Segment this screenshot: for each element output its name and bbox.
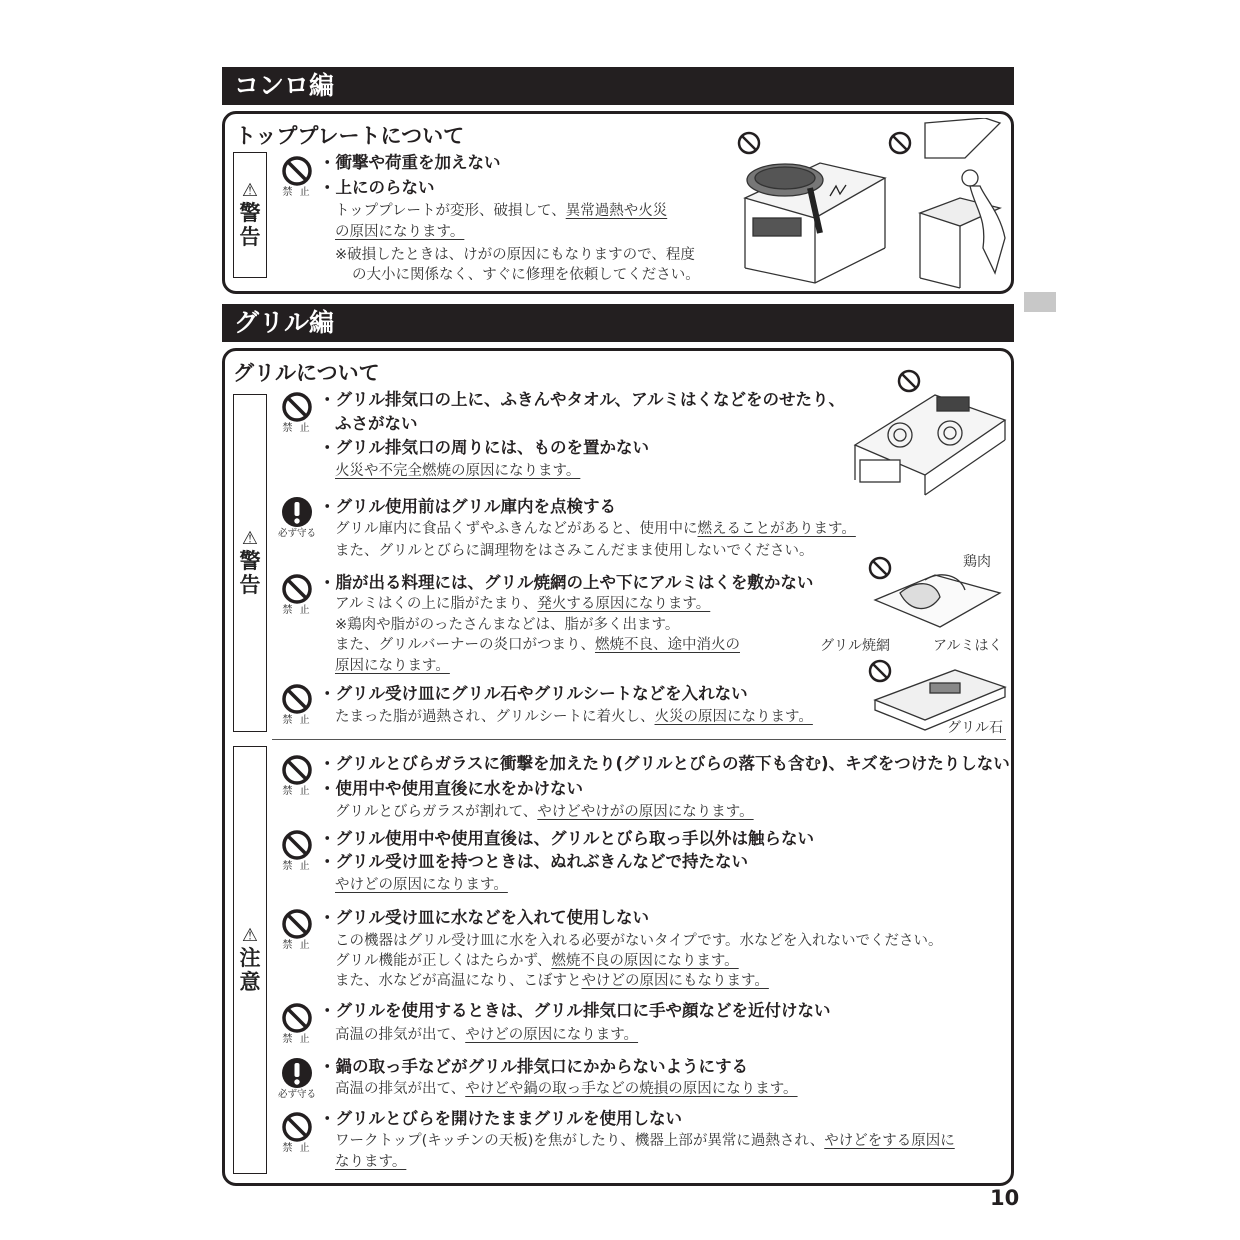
grill-caution-3-desc-3: また、水などが高温になり、こぼすとやけどの原因にもなります。 xyxy=(335,973,769,989)
chapter-tab-marker xyxy=(1024,292,1056,312)
prohibition-icon: 禁 止 xyxy=(275,1002,319,1046)
grill-caution-1-line-2: ・使用中や使用直後に水をかけない xyxy=(319,779,583,798)
grill-caution-6-desc-2: なります。 xyxy=(335,1154,407,1170)
section-divider xyxy=(272,739,1006,740)
page-number: 10 xyxy=(990,1186,1020,1210)
konro-note-1: ※破損したときは、けがの原因にもなりますので、程度 xyxy=(335,247,695,263)
grill-warning-3-desc-2: ※鶏肉や脂がのったさんまなどは、脂が多く出ます。 xyxy=(335,617,680,633)
prohibition-icon: 禁 止 xyxy=(275,391,319,435)
prohibition-icon: 禁 止 xyxy=(275,683,319,727)
konro-desc-1: トッププレートが変形、破損して、異常過熱や火災 xyxy=(335,203,668,219)
grill-warning-1-line-2: ふさがない xyxy=(335,414,418,433)
grill-warning-3-desc-1: アルミはくの上に脂がたまり、発火する原因になります。 xyxy=(335,596,711,612)
grill-caution-6-line-1: ・グリルとびらを開けたままグリルを使用しない xyxy=(319,1109,682,1128)
grill-illustrations xyxy=(845,365,1010,735)
caption-foil: アルミはく xyxy=(933,638,1003,654)
grill-warning-2-desc-2: また、グリルとびらに調理物をはさみこんだまま使用しないでください。 xyxy=(335,543,814,559)
grill-box-title: グリルについて xyxy=(233,361,380,385)
konro-warning-side-label: ⚠ 警 告 xyxy=(233,152,267,278)
grill-section-header: グリル編 xyxy=(222,304,1014,342)
konro-section-header: コンロ編 xyxy=(222,67,1014,105)
mandatory-action-icon: 必ず守る xyxy=(275,496,319,540)
grill-caution-4-line-1: ・グリルを使用するときは、グリル排気口に手や顔などを近付けない xyxy=(319,1001,831,1020)
grill-warning-3-line-1: ・脂が出る料理には、グリル焼網の上や下にアルミはくを敷かない xyxy=(319,573,814,592)
grill-caution-1-desc: グリルとびらガラスが割れて、やけどやけがの原因になります。 xyxy=(335,804,754,820)
grill-warning-2-desc-1: グリル庫内に食品くずやふきんなどがあると、使用中に燃えることがあります。 xyxy=(335,521,856,537)
grill-warning-1-line-3: ・グリル排気口の周りには、ものを置かない xyxy=(319,438,649,457)
prohibition-icon: 禁 止 xyxy=(275,754,319,798)
grill-caution-side-label: ⚠ 注 意 xyxy=(233,746,267,1174)
prohibition-icon: 禁 止 xyxy=(275,908,319,952)
grill-caution-3-desc-2: グリル機能が正しくはたらかず、燃焼不良の原因になります。 xyxy=(335,953,739,969)
konro-rule-1: ・衝撃や荷重を加えない xyxy=(319,153,501,172)
grill-warning-1-line-1: ・グリル排気口の上に、ふきんやタオル、アルミはくなどをのせたり、 xyxy=(319,390,846,409)
prohibition-icon: 禁 止 xyxy=(275,829,319,873)
grill-caution-2-line-2: ・グリル受け皿を持つときは、ぬれぶきんなどで持たない xyxy=(319,852,748,871)
konro-desc-2: の原因になります。 xyxy=(335,224,465,240)
grill-caution-4-desc: 高温の排気が出て、やけどの原因になります。 xyxy=(335,1027,639,1043)
konro-box-title: トッププレートについて xyxy=(235,124,465,148)
grill-warning-3-desc-3: また、グリルバーナーの炎口がつまり、燃焼不良、途中消火の xyxy=(335,637,740,653)
grill-warning-4-desc-1: たまった脂が過熱され、グリルシートに着火し、火災の原因になります。 xyxy=(335,709,813,725)
grill-caution-5-line-1: ・鍋の取っ手などがグリル排気口にかからないようにする xyxy=(319,1057,748,1076)
konro-rule-2: ・上にのらない xyxy=(319,178,435,197)
grill-caution-3-desc-1: この機器はグリル受け皿に水を入れる必要がないタイプです。水などを入れないでください。 xyxy=(335,933,943,949)
grill-caution-2-desc: やけどの原因になります。 xyxy=(335,877,508,893)
warning-triangle-icon: ⚠ xyxy=(241,180,259,201)
prohibition-icon: 禁 止 xyxy=(275,155,319,199)
grill-caution-3-line-1: ・グリル受け皿に水などを入れて使用しない xyxy=(319,908,649,927)
grill-caution-1-line-1: ・グリルとびらガラスに衝撃を加えたり(グリルとびらの落下も含む)、キズをつけたりしない xyxy=(319,754,1010,773)
prohibition-icon: 禁 止 xyxy=(275,573,319,617)
grill-warning-4-line-1: ・グリル受け皿にグリル石やグリルシートなどを入れない xyxy=(319,684,748,703)
caption-grill-stone: グリル石 xyxy=(947,720,1003,736)
grill-warning-1-reason: 火災や不完全燃焼の原因になります。 xyxy=(335,463,581,479)
grill-caution-5-desc: 高温の排気が出て、やけどや鍋の取っ手などの焼損の原因になります。 xyxy=(335,1081,798,1097)
grill-warning-side-label: ⚠ 警 告 xyxy=(233,394,267,732)
prohibition-icon: 禁 止 xyxy=(275,1111,319,1155)
caption-chicken: 鶏肉 xyxy=(963,554,991,570)
warning-triangle-icon: ⚠ xyxy=(241,925,259,946)
grill-caution-2-line-1: ・グリル使用中や使用直後は、グリルとびら取っ手以外は触らない xyxy=(319,829,814,848)
warning-triangle-icon: ⚠ xyxy=(241,528,259,549)
caption-grill-net: グリル焼網 xyxy=(820,638,890,654)
prohibition-icon xyxy=(739,133,910,153)
stove-misuse-illustration xyxy=(725,118,1010,290)
grill-caution-6-desc-1: ワークトップ(キッチンの天板)を焦がしたり、機器上部が異常に過熱され、やけどをする原因に xyxy=(335,1133,955,1149)
grill-warning-3-desc-4: 原因になります。 xyxy=(335,658,450,674)
konro-note-2: の大小に関係なく、すぐに修理を依頼してください。 xyxy=(352,267,700,283)
mandatory-action-icon: 必ず守る xyxy=(275,1057,319,1101)
grill-warning-2-line-1: ・グリル使用前はグリル庫内を点検する xyxy=(319,497,616,516)
